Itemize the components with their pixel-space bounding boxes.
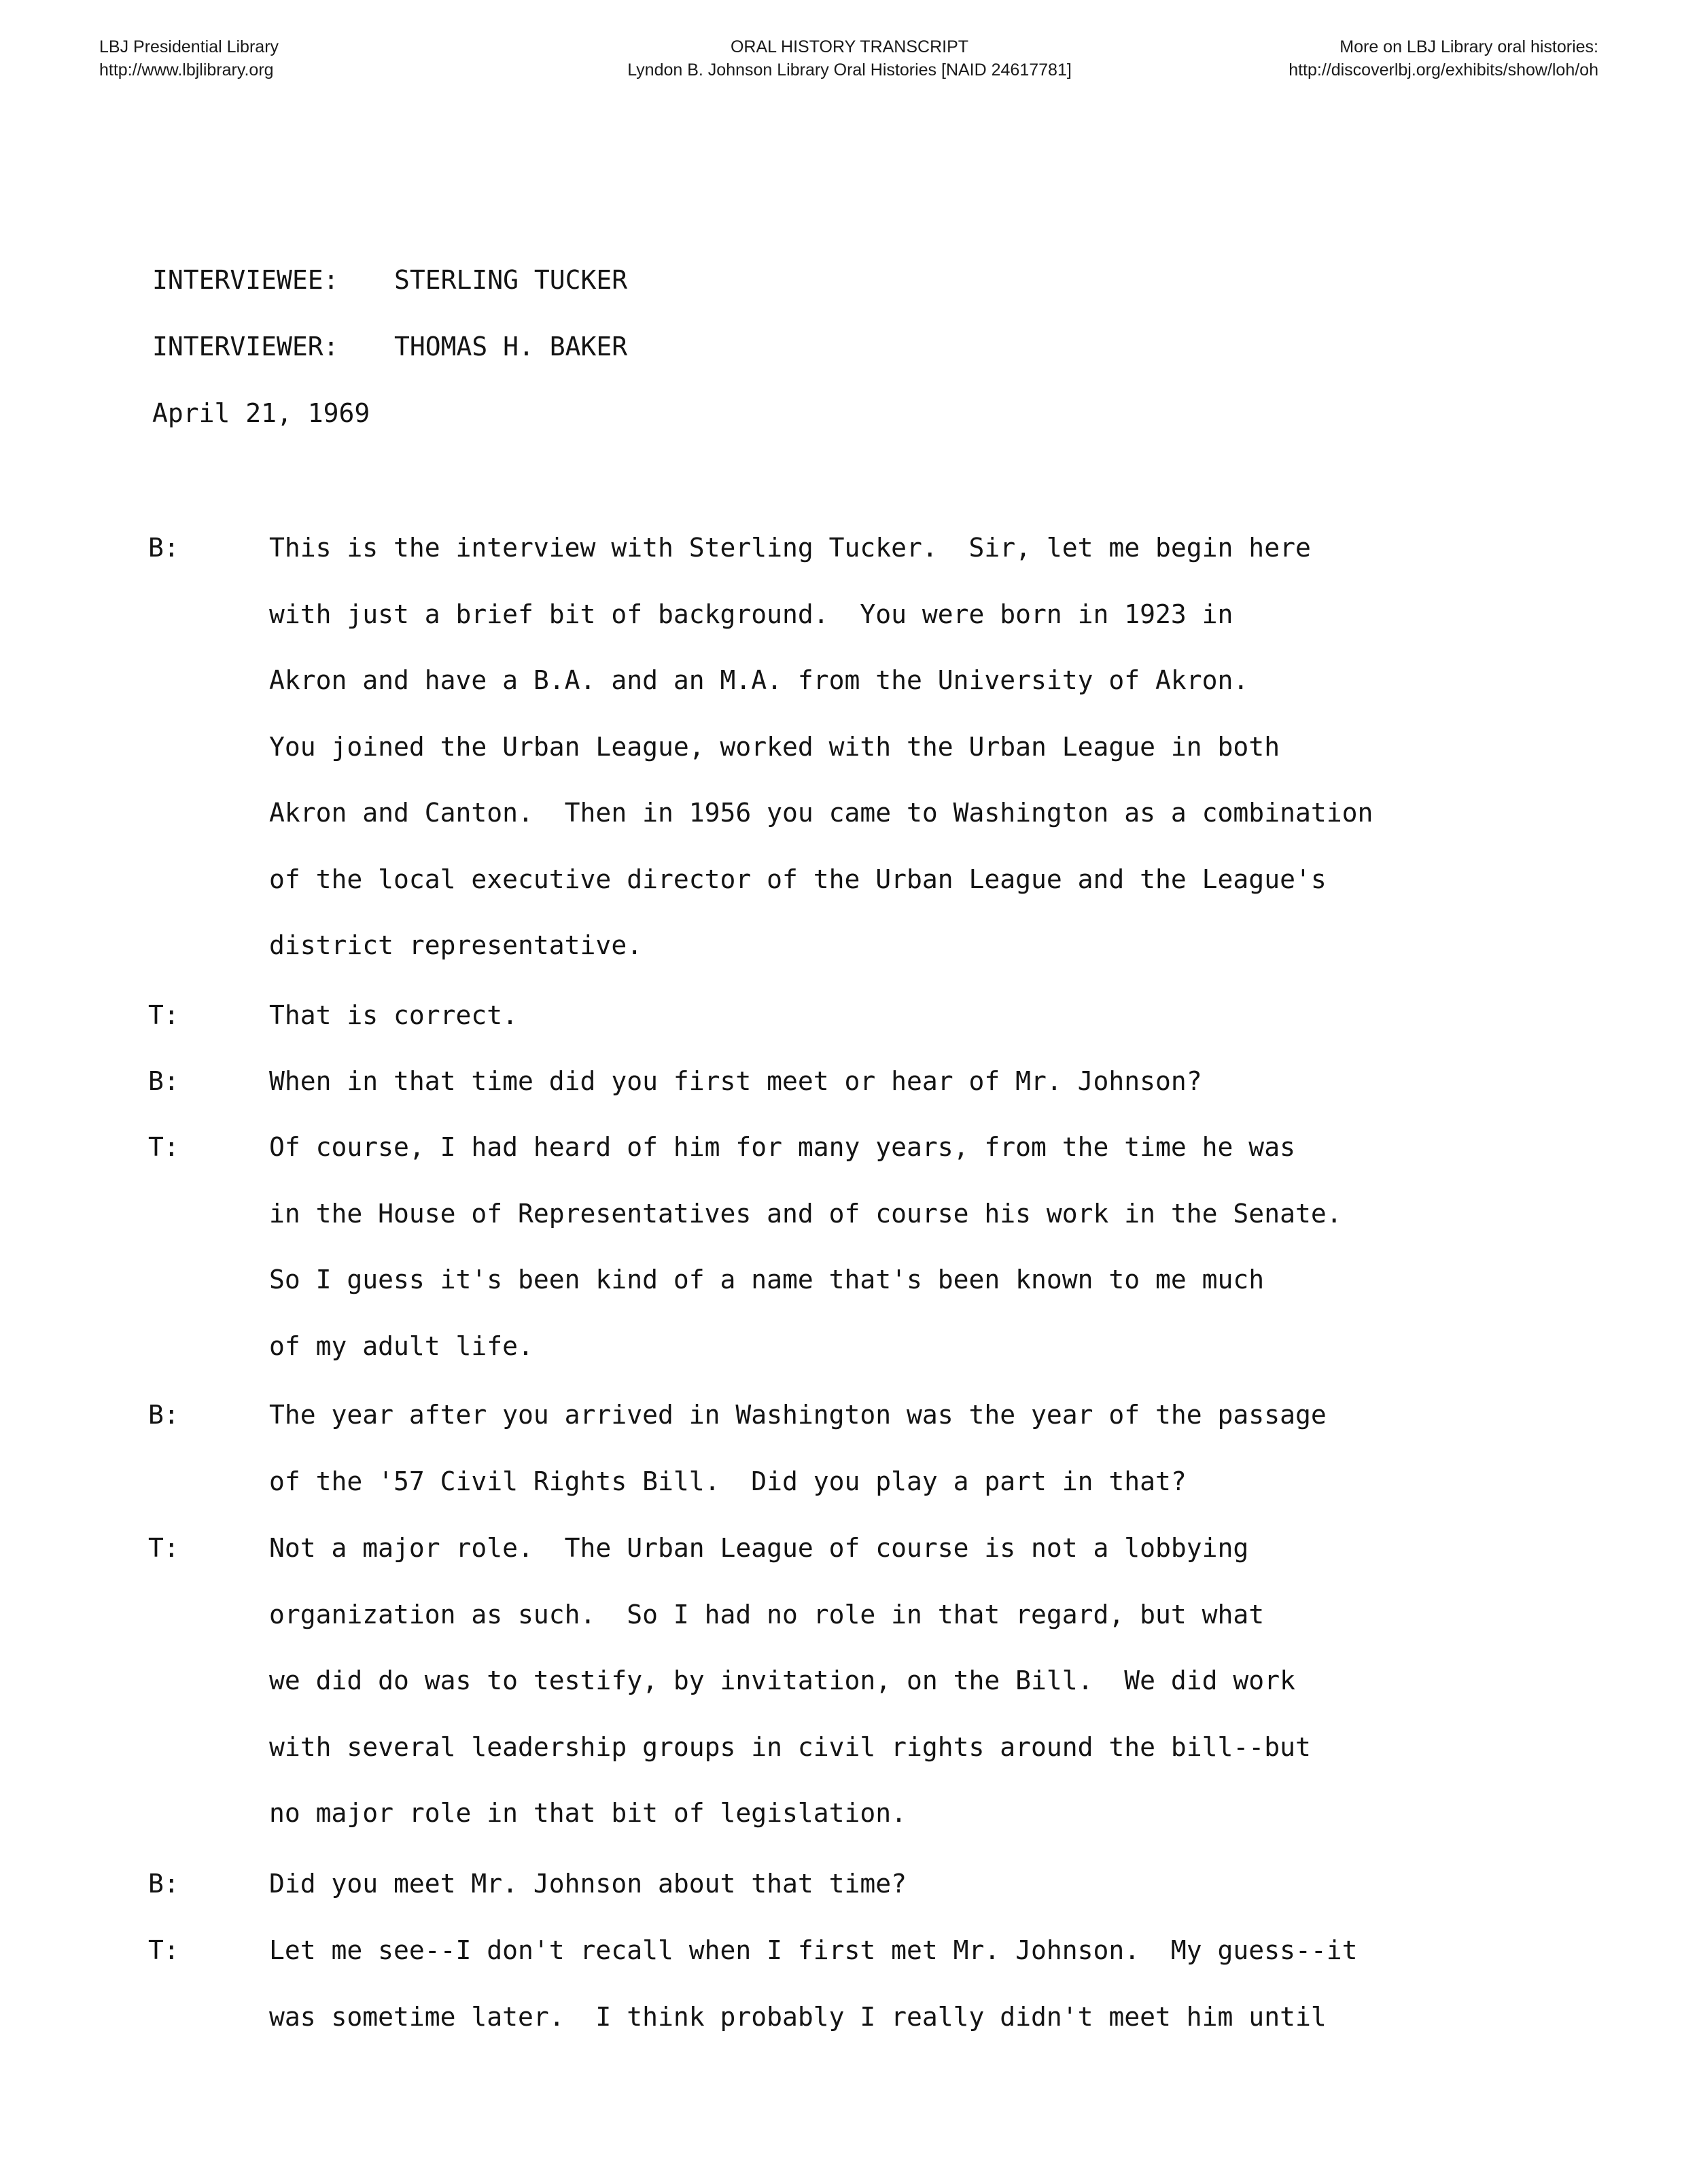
speaker-label: B: [148, 1066, 179, 1096]
speech-line: no major role in that bit of legislation. [269, 1798, 907, 1828]
speech-line: district representative. [269, 930, 643, 960]
more-info-label: More on LBJ Library oral histories: [1339, 37, 1598, 56]
speech-line: So I guess it's been kind of a name that's been known to me much [269, 1265, 1265, 1294]
speaker-label: B: [148, 1869, 179, 1899]
collection-name: Lyndon B. Johnson Library Oral Histories [NAID 24617781] [627, 60, 1072, 80]
interviewee-name: STERLING TUCKER [394, 265, 628, 295]
speaker-label: T: [148, 1132, 179, 1162]
speech-line: Not a major role. The Urban League of course is not a lobbying [269, 1533, 1249, 1563]
interviewer-label: INTERVIEWER: [152, 332, 339, 362]
speech-line: of the local executive director of the Urban League and the League's [269, 864, 1327, 894]
speech-line: we did do was to testify, by invitation, on the Bill. We did work [269, 1666, 1295, 1695]
document-type: ORAL HISTORY TRANSCRIPT [730, 37, 969, 56]
speaker-label: T: [148, 1533, 179, 1563]
speech-line: This is the interview with Sterling Tucker. Sir, let me begin here [269, 533, 1311, 563]
speech-line: When in that time did you first meet or hear of Mr. Johnson? [269, 1066, 1202, 1096]
speaker-label: T: [148, 1935, 179, 1965]
speech-line: with several leadership groups in civil rights around the bill--but [269, 1731, 1311, 1762]
speech-line: of the '57 Civil Rights Bill. Did you play a part in that? [269, 1466, 1187, 1496]
speech-line: of my adult life. [269, 1331, 533, 1361]
speech-line: Akron and Canton. Then in 1956 you came to Washington as a combination [269, 798, 1373, 828]
speaker-label: B: [148, 1400, 179, 1430]
speech-line: Of course, I had heard of him for many years, from the time he was [269, 1132, 1295, 1162]
interviewee-label: INTERVIEWEE: [152, 265, 339, 295]
speech-line: The year after you arrived in Washington was the year of the passage [269, 1400, 1327, 1430]
speech-text [269, 1114, 1492, 1379]
speech-line: organization as such. So I had no role in that regard, but what [269, 1599, 1265, 1630]
speech-text [269, 515, 1492, 979]
speech-line: in the House of Representatives and of course his work in the Senate. [269, 1198, 1342, 1229]
speech-text [269, 983, 1492, 1049]
speech-text [269, 1382, 1492, 1515]
speech-line: was sometime later. I think probably I really didn't meet him until [269, 2001, 1327, 2032]
interview-date: April 21, 1969 [152, 398, 370, 428]
library-name: LBJ Presidential Library [99, 37, 279, 56]
header-right [1289, 35, 1598, 82]
speech-text [269, 1049, 1492, 1115]
interviewer-line [152, 333, 627, 360]
interviewee-line [152, 266, 627, 294]
speech-text [269, 1851, 1492, 1918]
library-url: http://www.lbjlibrary.org [99, 60, 274, 80]
speech-text [269, 1918, 1492, 2050]
speech-line: That is correct. [269, 1000, 519, 1030]
more-info-url: http://discoverlbj.org/exhibits/show/loh/oh [1289, 60, 1598, 80]
speech-line: with just a brief bit of background. You were born in 1923 in [269, 599, 1233, 629]
speaker-label: B: [148, 533, 179, 563]
speech-line: Let me see--I don't recall when I first met Mr. Johnson. My guess--it [269, 1935, 1358, 1965]
speech-line: Akron and have a B.A. and an M.A. from the University of Akron. [269, 665, 1249, 695]
speech-line: You joined the Urban League, worked with the Urban League in both [269, 731, 1280, 762]
speech-text [269, 1515, 1492, 1847]
speech-line: Did you meet Mr. Johnson about that time? [269, 1869, 907, 1899]
interviewer-name: THOMAS H. BAKER [394, 332, 628, 362]
speaker-label: T: [148, 1000, 179, 1030]
